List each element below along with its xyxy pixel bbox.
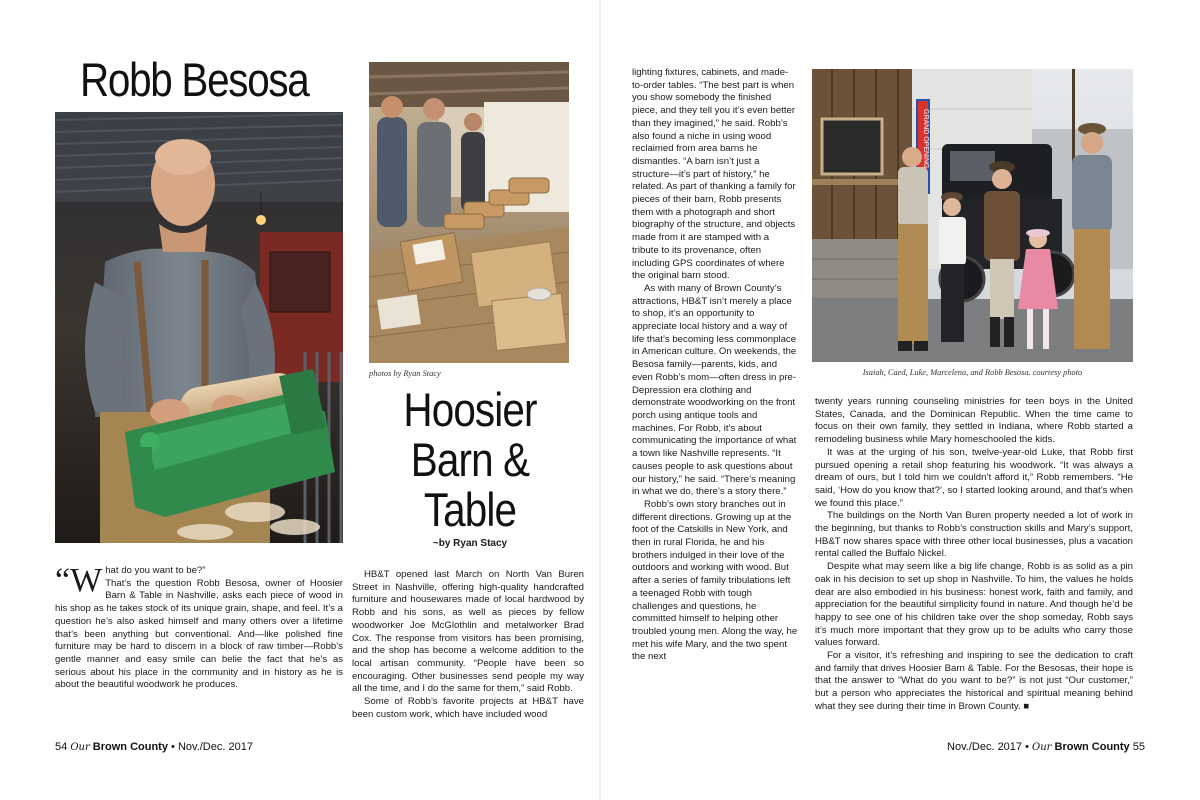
photo-credit-caption: photos by Ryan Stacy xyxy=(369,369,441,378)
publication-name: Brown County xyxy=(1054,741,1130,753)
article-heading xyxy=(370,385,570,535)
byline: ~by Ryan Stacy xyxy=(432,538,508,549)
photo-family-portrait-image xyxy=(812,69,1133,362)
page-number: 54 xyxy=(55,741,68,753)
paragraph: Robb’s own story branches out in different directions. Growing up at the foot of the Catskills in New York, and then in rural Florida, he and his brothers indulged in their love of the outdoors and working with wood. But after a series of family tribulations left a teenaged Robb with tough challenges and questions, he committed himself to helping other troubled young men. Along the way, he met his wife Mary, and the two spent the next xyxy=(632,498,798,663)
paragraph: That’s the question Robb Besosa, owner of Hoosier Barn & Table in Nashville, asks each piece of wood in his shop as he takes stock of its unique grain, shape, and feel. It’s a question he’s also asked himself and many others over a lifetime that’s been anything but conventional. And—like polished fine furniture may be hard to discern in a block of raw timber—Robb’s gentle manner and easy smile can belie the fact that he’s as serious about his place in the community and in history as he is about the beautiful woodwork he produces. xyxy=(55,577,343,691)
right-page-footer xyxy=(947,741,1145,753)
lead-paragraph xyxy=(55,562,343,692)
paragraph: Some of Robb’s favorite projects at HB&T have been custom work, which have included wood xyxy=(352,696,584,720)
page-number: 55 xyxy=(1132,741,1145,753)
photo-woodworker-lathe-image xyxy=(55,112,343,543)
paragraph-text: For a visitor, it’s refreshing and inspiring to see the dedication to craft and family that drives Hoosier Barn & Table. For the Besosas, their hope is that the answer to “What do you want to be?” is not just “Our customer,” but a person who appreciates the historical and spiritual meaning behind what they see during their time in Brown County. xyxy=(815,650,1133,712)
issue-date: Nov./Dec. 2017 xyxy=(947,741,1023,753)
end-mark: ■ xyxy=(1023,700,1030,712)
footer-separator: • xyxy=(171,741,175,753)
article-column-2 xyxy=(352,569,584,721)
drop-cap: “W xyxy=(55,562,103,599)
publication-prefix: Our xyxy=(1032,742,1052,753)
article-heading-line-1: Hoosier xyxy=(403,383,537,436)
paragraph: twenty years running counseling ministries for teen boys in the United States, Canada, and the Dominican Republic. When the time came to focus on their own family, they settled in Indiana, where Robb started a remodeling business while Mary homeschooled the kids. xyxy=(815,396,1133,446)
article-heading-line-3: Table xyxy=(423,483,517,536)
paragraph: It was at the urging of his son, twelve-year-old Luke, that Robb first pursued opening a retail shop featuring his woodwork. “It was always a dream of ours, but I told him we couldn’t afford it,” Robb remembers. “He said, ‘How do you know that?’, so I started looking around, and that’s when we found this place.” xyxy=(815,446,1133,509)
issue-date: Nov./Dec. 2017 xyxy=(177,741,253,753)
page-gutter xyxy=(599,0,601,800)
paragraph: The buildings on the North Van Buren property needed a lot of work in the beginning, but thanks to Robb’s construction skills and Mary’s support, HB&T now shares space with three other local businesses, plus a vacation rental called the Buffalo Nickel. xyxy=(815,510,1133,560)
photo-family-portrait xyxy=(812,69,1133,362)
photo-woodworker-lathe xyxy=(55,112,343,543)
article-column-1 xyxy=(55,562,343,692)
publication-prefix: Our xyxy=(70,742,90,753)
footer-separator: • xyxy=(1025,741,1029,753)
lead-text: hat do you want to be?” xyxy=(105,565,206,576)
article-title: Robb Besosa xyxy=(80,53,309,106)
article-column-3 xyxy=(632,67,798,664)
photo-shop-interior xyxy=(369,62,569,363)
paragraph: Despite what may seem like a big life change, Robb is as solid as a pin oak in his decision to set up shop in Nashville. To him, the values he holds dear are also embodied in his business: honest work, faith and family, and appreciation for the beautiful simplicity found in nature. And though he’d be happy to see one of his children take over the shop someday, Robb says it’s much more important that they grow up to be adults who carry those values forward. xyxy=(815,561,1133,649)
article-heading-line-2: Barn & xyxy=(410,433,530,486)
family-photo-caption: Isaiah, Caed, Luke, Marcelena, and Robb Besosa. courtesy photo xyxy=(862,368,1083,377)
left-page-footer xyxy=(55,741,253,753)
paragraph: lighting fixtures, cabinets, and made-to-order tables. “The best part is when you show somebody the finished piece, and they tell you it’s even better than they imagined,” he said. Robb’s also found a niche in using wood reclaimed from area barns he dismantles. “A barn isn’t just a structure—it’s part of history,” he related. As part of thanking a family for pieces of their barn, Robb presents them with a photograph and short biography of the structure, and objects made from it are stamped with a tribute to its provenance, often including GPS coordinates of where the original barn stood. xyxy=(632,67,796,282)
paragraph: As with many of Brown County’s attractions, HB&T isn’t merely a place to shop, it’s an opportunity to appreciate local history and a way of life that’s becoming less commonplace in American culture. On weekends, the Besosa family—parents, kids, and even Robb’s mom—often dress in pre-Depression era clothing and demonstrate woodworking on the front porch using antique tools and machines. For Robb, it’s about communicating the importance of what a town like Nashville represents. “It causes people to ask questions about our history,” he said. “There’s meaning in what we do, there’s a story there.” xyxy=(632,282,797,498)
grand-opening-banner: GRAND OPENING xyxy=(922,109,929,169)
publication-name: Brown County xyxy=(92,741,168,753)
paragraph: HB&T opened last March on North Van Buren Street in Nashville, offering high-quality handcrafted furniture and housewares made of local hardwood by Robb and his sons, as well as pieces by fellow woodworker Joe McGlothlin and metalworker Brad Cox. The response from visitors has been promising, and the shop has become a welcome addition to the local artisan community. “People have been so encouraging. Other businesses send people my way all the time, and I do the same for them,” said Robb. xyxy=(352,569,584,695)
paragraph xyxy=(815,650,1133,714)
photo-shop-interior-image xyxy=(369,62,569,363)
article-column-4 xyxy=(815,396,1133,714)
